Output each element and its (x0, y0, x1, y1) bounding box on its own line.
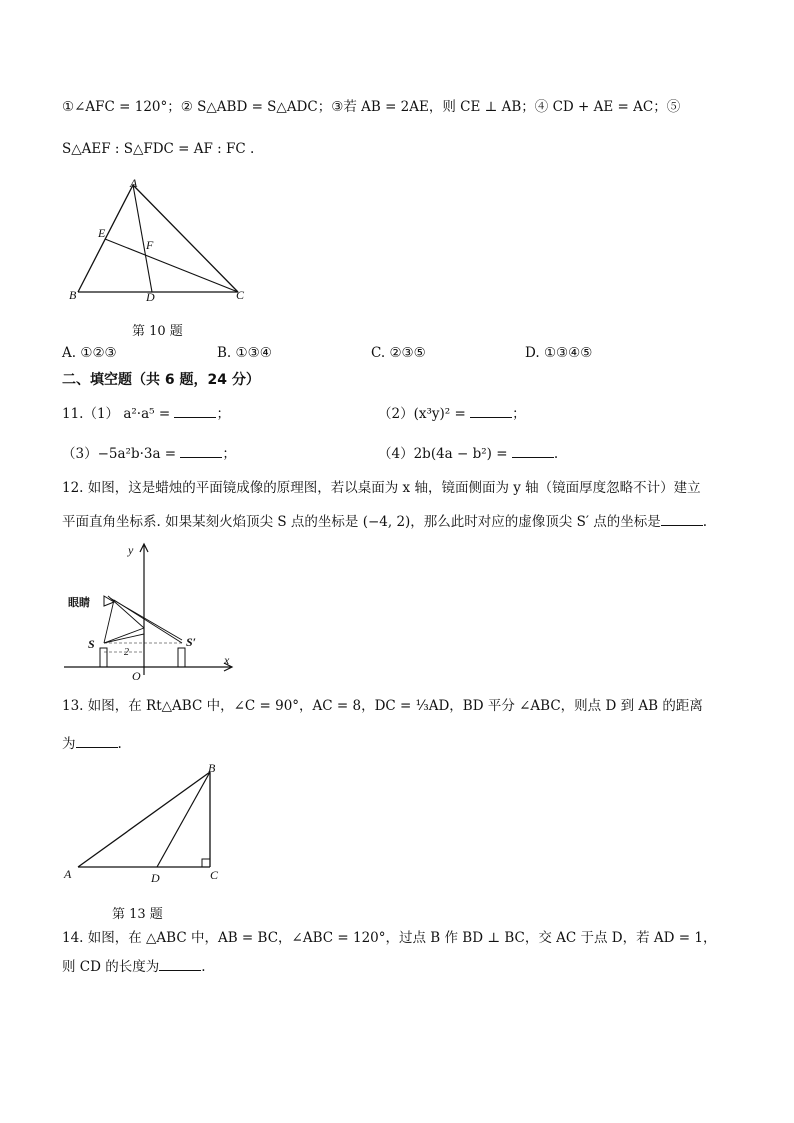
q13-line2: 为 . (62, 733, 122, 753)
q14-line1: 14. 如图，在 △ABC 中，AB = BC，∠ABC = 120°，过点 B 作 BD ⊥ BC，交 AC 于点 D，若 AD = 1， (62, 930, 717, 946)
section-title: 二、填空题（共 6 题，24 分） (62, 372, 260, 388)
q12-line1: 12. 如图，这是蜡烛的平面镜成像的原理图，若以桌面为 x 轴，镜面侧面为 y 轴（镜面厚度忽略不计）建立 (62, 480, 701, 496)
q11-blank1 (174, 403, 216, 418)
q13-right-triangle-figure (60, 760, 230, 890)
q13-label-B: B (208, 761, 216, 775)
q13-line1: 13. 如图，在 Rt△ABC 中，∠C = 90°，AC = 8，DC = ⅓AD，BD 平分 ∠ABC，则点 D 到 AB 的距离 (62, 698, 703, 714)
q11-part4: （4）2b(4a − b²) = . (378, 443, 558, 463)
q13-label-C: C (210, 868, 219, 882)
q10-statements-line2: S△AEF : S△FDC = AF : FC . (62, 141, 255, 157)
q10-label-C: C (236, 288, 245, 302)
q13-label-A: A (64, 867, 72, 881)
q10-triangle-figure (60, 175, 250, 305)
q10-label-B: B (69, 288, 77, 302)
q11-blank4 (512, 443, 554, 458)
q10-label-A: A (130, 176, 138, 190)
q10-statements-line1: ①∠AFC = 120°；② S△ABD = S△ADC；③若 AB = 2AE，则 CE ⊥ AB；④ CD + AE = AC；⑤ (62, 99, 681, 115)
q12-blank (661, 511, 703, 526)
q13-caption: 第 13 题 (112, 907, 163, 922)
q12-label-y: y (128, 543, 134, 557)
q10-label-D: D (146, 290, 155, 304)
q11-blank2 (470, 403, 512, 418)
q14-blank (159, 956, 201, 971)
q10-caption: 第 10 题 (132, 324, 183, 339)
q11-part1: 11.（1） a²·a⁵ = ； (62, 403, 230, 423)
q11-part2: （2）(x³y)² = ； (378, 403, 526, 423)
q12-label-O: O (132, 669, 141, 680)
choice-d: D. ①③④⑤ (525, 345, 593, 361)
choice-a: A. ①②③ (62, 345, 117, 361)
q12-label-S: S (88, 637, 95, 651)
q10-label-F: F (146, 238, 154, 252)
q11-blank3 (180, 443, 222, 458)
q13-blank (76, 733, 118, 748)
q12-label-x: x (224, 653, 230, 667)
q12-label-S-prime: S′ (186, 635, 197, 649)
q13-label-D: D (151, 871, 160, 885)
q14-line2: 则 CD 的长度为 . (62, 956, 206, 976)
q12-mirror-figure (60, 540, 240, 680)
q12-label-eye: 眼睛 (68, 596, 90, 609)
q12-label-2: 2 (124, 647, 129, 658)
q12-line2: 平面直角坐标系. 如果某刻火焰顶尖 S 点的坐标是 (−4, 2)，那么此时对应的虚像顶尖 S′ 点的坐标是 . (62, 511, 707, 531)
choice-c: C. ②③⑤ (371, 345, 426, 361)
choice-b: B. ①③④ (217, 345, 272, 361)
q10-label-E: E (98, 226, 106, 240)
q11-part3: （3）−5a²b·3a = ； (62, 443, 236, 463)
